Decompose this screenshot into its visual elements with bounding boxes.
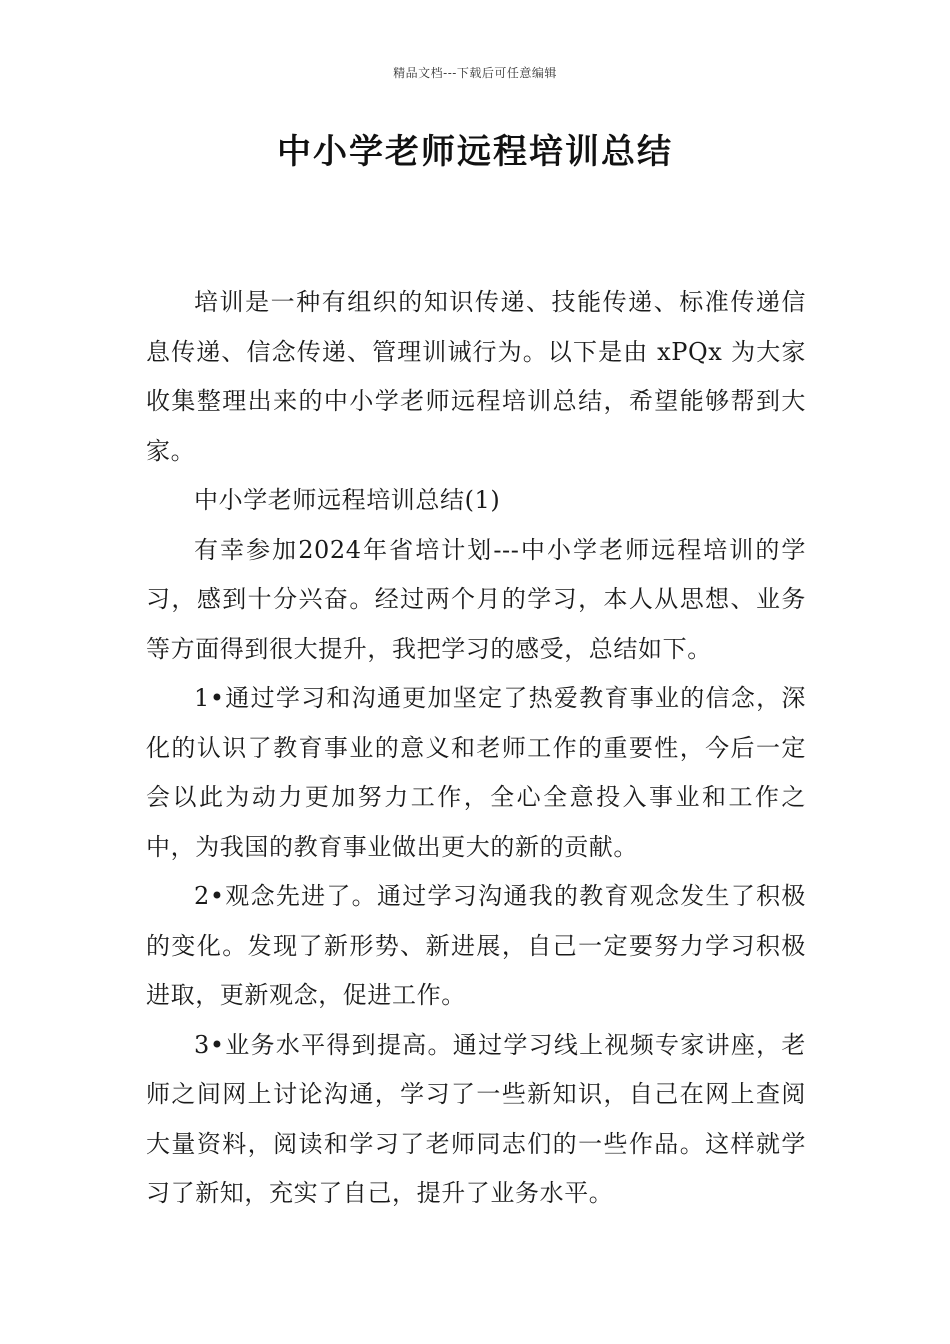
- paragraph-intro: 培训是一种有组织的知识传递、技能传递、标准传递信息传递、信念传递、管理训诫行为。以下是由 xPQx 为大家收集整理出来的中小学老师远程培训总结，希望能够帮到大家。: [146, 288, 806, 465]
- paragraph-subtitle: 中小学老师远程培训总结(1): [194, 486, 501, 514]
- paragraph-point-2: 2•观念先进了。通过学习沟通我的教育观念发生了积极的变化。发现了新形势、新进展，自己一定要努力学习积极进取，更新观念，促进工作。: [146, 882, 806, 1009]
- document-title: 中小学老师远程培训总结: [277, 132, 673, 172]
- header-note: 精品文档---下载后可任意编辑: [393, 66, 557, 80]
- paragraph-point-3: 3•业务水平得到提高。通过学习线上视频专家讲座，老师之间网上讨论沟通，学习了一些新知识，自己在网上查阅大量资料，阅读和学习了老师同志们的一些作品。这样就学习了新知，充实了自己，提升了业务水平。: [146, 1030, 806, 1207]
- paragraph-opening: 有幸参加2024年省培计划---中小学老师远程培训的学习，感到十分兴奋。经过两个月的学习，本人从思想、业务等方面得到很大提升，我把学习的感受，总结如下。: [146, 535, 806, 663]
- document-body: [146, 278, 806, 1219]
- paragraph-point-1: 1•通过学习和沟通更加坚定了热爱教育事业的信念，深化的认识了教育事业的意义和老师工作的重要性，今后一定会以此为动力更加努力工作，全心全意投入事业和工作之中，为我国的教育事业做出更大的新的贡献。: [146, 684, 806, 861]
